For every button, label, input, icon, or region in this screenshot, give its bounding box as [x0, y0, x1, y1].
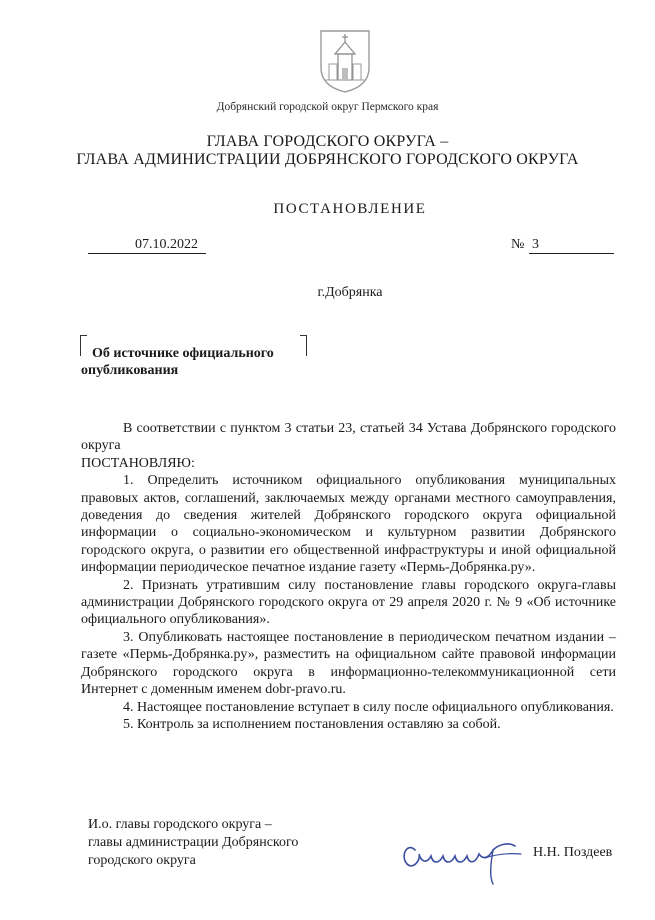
number-label: № [511, 237, 525, 252]
city: г.Добрянка [317, 285, 383, 300]
document-type: ПОСТАНОВЛЕНИЕ [273, 201, 427, 217]
document-date: 07.10.2022 [88, 236, 206, 254]
signatory-position [88, 816, 298, 870]
document-number: 3 [529, 236, 614, 254]
clause-4: 4. Настоящее постановление вступает в силу после официального опубликования. [123, 699, 614, 715]
decree-word: ПОСТАНОВЛЯЮ: [81, 455, 195, 471]
document-heading-line2: ГЛАВА АДМИНИСТРАЦИИ ДОБРЯНСКОГО ГОРОДСКОГО ОКРУГА [76, 151, 579, 168]
subject-line1: Об источнике официального [92, 346, 274, 361]
organization-name: Добрянский городской округ Пермского края [216, 101, 439, 113]
coat-of-arms-icon [318, 28, 372, 94]
signatory-name: Н.Н. Поздеев [533, 845, 613, 860]
preamble: В соответствии с пунктом 3 статьи 23, статьей 34 Устава Добрянского городского округа [81, 421, 616, 454]
document-heading-line1: ГЛАВА ГОРОДСКОГО ОКРУГА – [206, 133, 449, 150]
position-line3: городского округа [88, 853, 196, 868]
clause-1: 1. Определить источником официального опубликования муниципальных правовых актов, соглашений, заключаемых между органами местного самоуправления, доведения до сведения жителей Добрянского городского округа официальной информации о социально-экономическом и культурном развитии Добрянского городского округа, о развитии его общественной инфраструктуры и иной официальной информации периодическое печатное издание газету «Пермь-Добрянка.ру». [81, 473, 616, 576]
position-line2: главы администрации Добрянского [88, 835, 299, 850]
handwritten-signature-icon [397, 820, 532, 888]
clause-3: 3. Опубликовать настоящее постановление в периодическом печатном издании – газете «Пермь-Добрянка.ру», разместить на официальном сайте правовой информации Добрянского городского округа в информационно-телекоммуникационной сети Интернет с доменным именем dobr-pravo.ru. [81, 629, 616, 698]
subject-line2: опубликования [81, 363, 179, 378]
subject-bracket-left [80, 335, 87, 356]
clause-5: 5. Контроль за исполнением постановления оставляю за собой. [123, 716, 501, 732]
position-line1: И.о. главы городского округа – [88, 817, 272, 832]
clause-2: 2. Признать утратившим силу постановление главы городского округа-главы администрации Добрянского городского округа от 29 апреля 2020 г. № 9 «Об источнике официального опубликования». [81, 577, 616, 628]
document-body [81, 420, 616, 733]
